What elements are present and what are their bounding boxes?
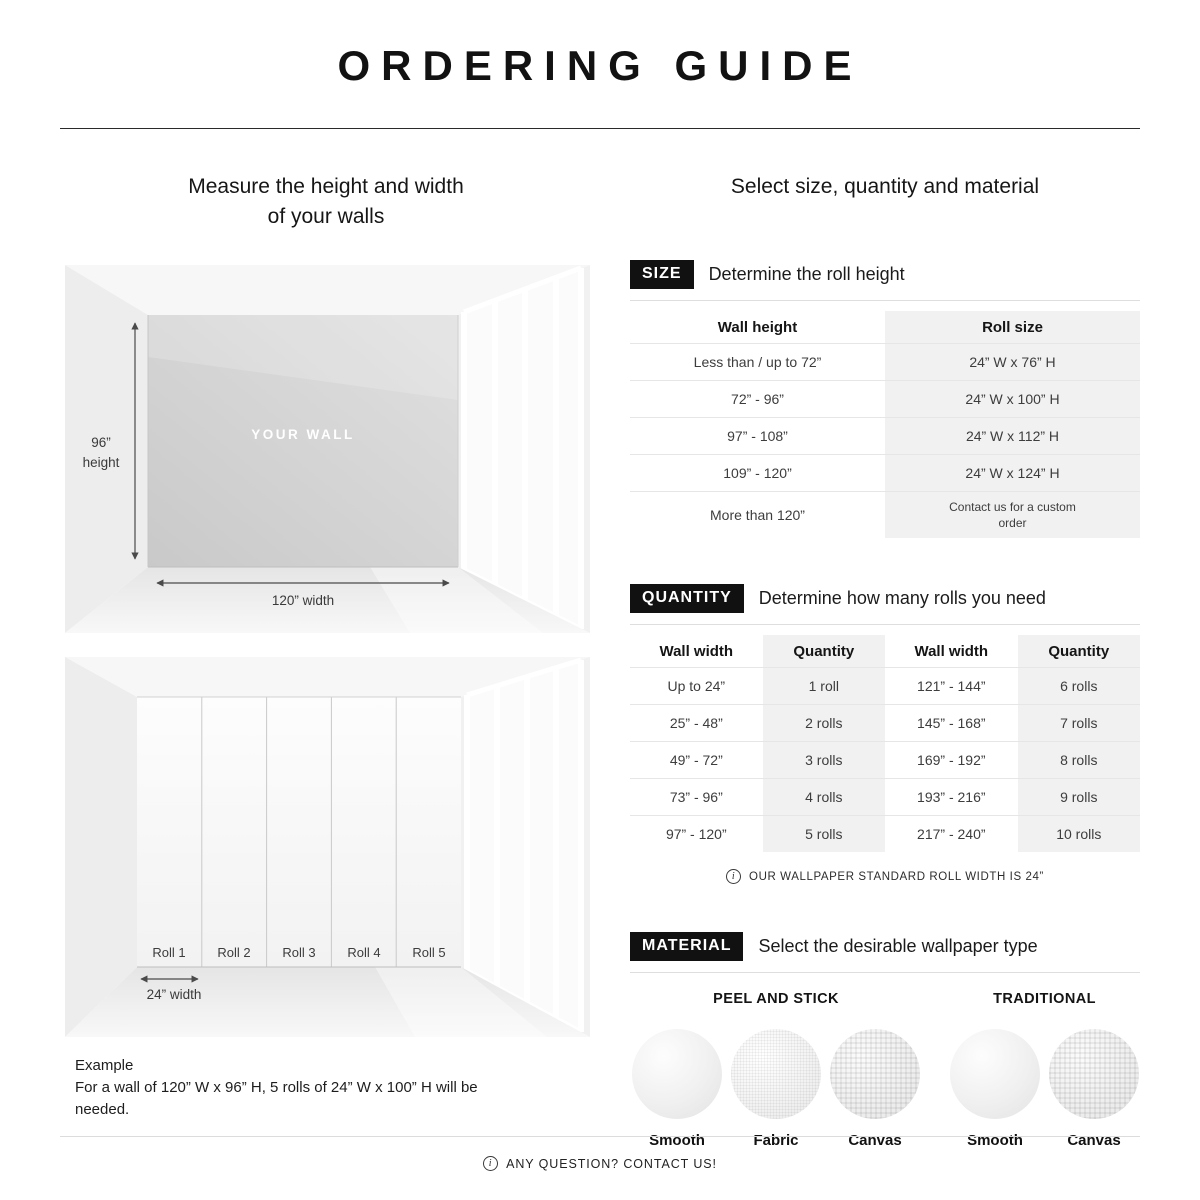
swatch-label: Canvas <box>848 1132 902 1150</box>
column-header: Wall width <box>914 642 989 660</box>
column-header: Roll size <box>885 311 1140 343</box>
table-cell: 2 rolls <box>763 705 885 741</box>
traditional-group <box>948 991 1141 1149</box>
info-icon <box>483 1156 498 1171</box>
contact-footer-text: ANY QUESTION? CONTACT US! <box>506 1156 717 1171</box>
swatch-label: Canvas <box>1067 1132 1121 1150</box>
table-cell: 121” - 144” <box>917 678 986 695</box>
material-section-header <box>630 932 1140 973</box>
roll-label: Roll 4 <box>347 944 381 960</box>
quantity-section <box>630 584 1140 884</box>
peel-and-stick-group <box>630 991 922 1149</box>
table-cell: Up to 24” <box>667 678 726 695</box>
table-cell: 1 roll <box>763 668 885 704</box>
group-title: PEEL AND STICK <box>713 991 839 1008</box>
title-divider <box>60 128 1140 129</box>
table-cell: 49” - 72” <box>669 752 723 769</box>
measure-heading <box>60 172 592 233</box>
select-heading <box>630 172 1140 202</box>
roll-label: Roll 3 <box>282 944 316 960</box>
wall-width-label: 120” width <box>271 592 335 608</box>
table-cell: 4 rolls <box>763 779 885 815</box>
table-row <box>630 492 1140 538</box>
room-illustration-rolls <box>65 657 590 1037</box>
column-header: Wall height <box>717 318 798 336</box>
table-cell: 193” - 216” <box>917 789 986 806</box>
roll-label: Roll 1 <box>152 944 186 960</box>
table-cell: 9 rolls <box>1018 779 1140 815</box>
table-row <box>630 455 1140 492</box>
roll-label: Roll 5 <box>412 944 446 960</box>
swatch-row <box>948 1029 1141 1149</box>
fabric-swatch <box>731 1029 821 1119</box>
table-cell: 73” - 96” <box>669 789 723 806</box>
measure-section <box>60 172 592 1122</box>
table-cell: 8 rolls <box>1018 742 1140 778</box>
column-header: Quantity <box>763 635 885 667</box>
select-heading-text: Select size, quantity and material <box>730 175 1040 198</box>
table-cell: 24” W x 76” H <box>885 344 1140 380</box>
quantity-table <box>630 635 1140 852</box>
table-cell: 6 rolls <box>1018 668 1140 704</box>
swatch-row <box>630 1029 922 1149</box>
quantity-badge: QUANTITY <box>630 584 744 613</box>
custom-order-text: Contact us for a custom order <box>949 500 1076 531</box>
swatch-item <box>729 1029 823 1149</box>
table-cell: 109” - 120” <box>723 465 792 482</box>
size-section-header <box>630 260 1140 301</box>
measure-heading-line1: Measure the height and width <box>188 175 464 198</box>
example-title: Example <box>75 1056 134 1074</box>
room-graphic <box>65 657 590 1037</box>
canvas-swatch <box>1049 1029 1139 1119</box>
table-cell: 24” W x 124” H <box>885 455 1140 491</box>
roll-width-note <box>630 869 1140 884</box>
group-title: TRADITIONAL <box>993 991 1096 1008</box>
table-cell: 217” - 240” <box>917 826 986 843</box>
column-header: Wall width <box>659 642 734 660</box>
swatch-item <box>1047 1029 1141 1149</box>
swatch-item <box>828 1029 922 1149</box>
table-row <box>630 705 1140 742</box>
table-row <box>630 668 1140 705</box>
material-badge: MATERIAL <box>630 932 743 961</box>
table-cell: Less than / up to 72” <box>693 354 822 371</box>
table-row <box>630 742 1140 779</box>
smooth-swatch <box>950 1029 1040 1119</box>
roll-width-label: 24” width <box>146 986 202 1002</box>
table-cell: 169” - 192” <box>917 752 986 769</box>
table-row <box>630 381 1140 418</box>
info-icon-glyph: i <box>731 870 736 882</box>
size-section <box>630 260 1140 538</box>
swatch-label: Fabric <box>753 1132 799 1150</box>
column-header: Quantity <box>1018 635 1140 667</box>
page-title: ORDERING GUIDE <box>337 42 863 89</box>
swatch-label: Smooth <box>967 1132 1023 1150</box>
size-badge: SIZE <box>630 260 694 289</box>
table-cell: 25” - 48” <box>669 715 723 732</box>
table-row <box>630 816 1140 852</box>
table-cell: 145” - 168” <box>917 715 986 732</box>
contact-footer <box>60 1136 1140 1171</box>
table-cell: 24” W x 112” H <box>885 418 1140 454</box>
table-row <box>630 779 1140 816</box>
wallpaper-rolls <box>137 697 461 967</box>
table-row <box>630 344 1140 381</box>
table-cell <box>885 492 1140 538</box>
quantity-subtitle: Determine how many rolls you need <box>758 588 1046 609</box>
roll-label: Roll 2 <box>217 944 251 960</box>
smooth-swatch <box>632 1029 722 1119</box>
material-subtitle: Select the desirable wallpaper type <box>758 936 1038 957</box>
table-cell: 72” - 96” <box>731 391 784 408</box>
example-block <box>75 1057 535 1122</box>
info-icon <box>726 869 741 884</box>
example-text: For a wall of 120” W x 96” H, 5 rolls of 24” W x 100” H will be needed. <box>75 1078 478 1119</box>
table-cell: 24” W x 100” H <box>885 381 1140 417</box>
wall-height-label: 96” height <box>82 434 120 471</box>
swatch-item <box>948 1029 1042 1149</box>
swatch-item <box>630 1029 724 1149</box>
table-row <box>630 418 1140 455</box>
table-cell: 7 rolls <box>1018 705 1140 741</box>
measure-heading-line2: of your walls <box>267 205 385 229</box>
material-section <box>630 932 1140 1149</box>
table-cell: 3 rolls <box>763 742 885 778</box>
table-cell: More than 120” <box>710 507 805 524</box>
table-cell: 97” - 120” <box>665 826 727 843</box>
table-cell: 5 rolls <box>763 816 885 852</box>
room-illustration-measure <box>65 265 590 633</box>
your-wall-label: YOUR WALL <box>251 426 355 442</box>
roll-width-note-text: OUR WALLPAPER STANDARD ROLL WIDTH IS 24” <box>749 870 1044 883</box>
size-subtitle: Determine the roll height <box>708 264 905 285</box>
quantity-section-header <box>630 584 1140 625</box>
material-groups <box>630 991 1140 1149</box>
info-icon-glyph: i <box>488 1157 493 1169</box>
table-header-row <box>630 311 1140 344</box>
room-graphic <box>65 265 590 633</box>
canvas-swatch <box>830 1029 920 1119</box>
swatch-label: Smooth <box>649 1132 705 1150</box>
table-header-row <box>630 635 1140 668</box>
table-cell: 10 rolls <box>1018 816 1140 852</box>
size-table <box>630 311 1140 538</box>
select-section <box>630 172 1140 1149</box>
table-cell: 97” - 108” <box>727 428 788 445</box>
